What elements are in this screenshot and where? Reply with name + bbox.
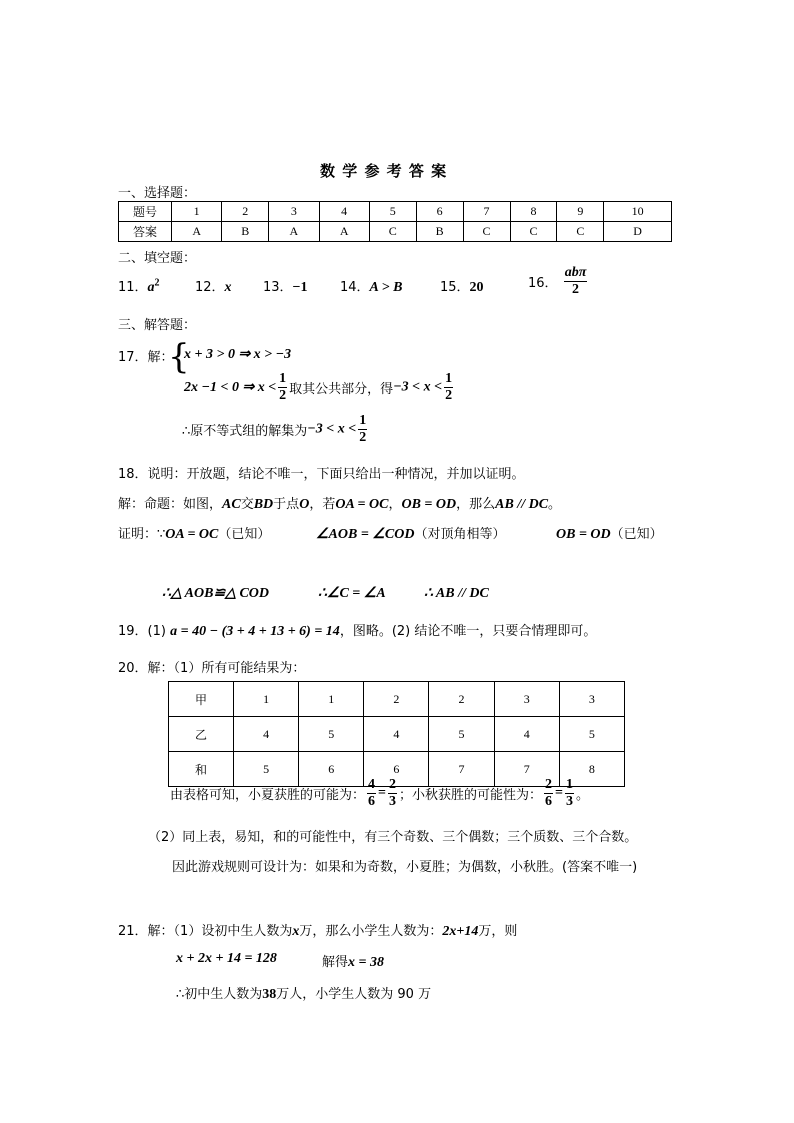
choice-answer-table (118, 201, 672, 242)
table-cell: 4 (364, 717, 429, 752)
fill-answers (118, 276, 160, 300)
q18-m: BD (253, 497, 274, 512)
a11: a (147, 280, 155, 295)
table-cell: 1 (172, 202, 222, 222)
q18-t: 。 (548, 497, 562, 512)
q19-math: a = 40 − (3 + 4 + 13 + 6) = 14 (170, 624, 340, 639)
q18-proposition (118, 493, 561, 513)
table-cell: 3 (494, 682, 559, 717)
q20-part2b: 因此游戏规则可设计为：如果和为奇数，小夏胜；为偶数，小秋胜。(答案不唯一) (172, 860, 638, 875)
table-cell: 5 (299, 717, 364, 752)
q17-line2-text: 取其公共部分，得 (289, 382, 394, 397)
q21-t2: 万，则 (478, 924, 518, 939)
frac-den: 3 (389, 794, 396, 809)
q17-concl-text: ∴原不等式组的解集为 (182, 424, 308, 439)
table-cell: 8 (510, 202, 557, 222)
a16-fraction (564, 266, 588, 297)
q21-concl-t1: ∴初中生人数为 (176, 987, 263, 1002)
table-cell: 3 (269, 202, 319, 222)
table-cell: 7 (429, 752, 494, 787)
table-row (119, 202, 672, 222)
frac-num: 4 (368, 777, 376, 792)
q16-label: 16． (528, 276, 558, 291)
q21-solve-text: 解得 (322, 955, 349, 970)
q15-label: 15． (440, 280, 470, 295)
table-cell: A (172, 222, 222, 242)
q17-line2-math: 2x −1 < 0 ⇒ x < (184, 380, 277, 395)
half-fraction (278, 372, 287, 403)
q21-concl-m: 38 (262, 987, 277, 1002)
fill-12 (195, 276, 232, 296)
q14-label: 14． (340, 280, 370, 295)
q18-proof (118, 523, 270, 543)
frac-den: 3 (566, 794, 573, 809)
q21-solve-math: x = 38 (348, 955, 384, 970)
q17-line1: x + 3 > 0 ⇒ x > −3 (184, 347, 292, 362)
page-title: 数 学 参 考 答 案 (320, 162, 448, 180)
q18-m: AC (222, 497, 241, 512)
q20-probability (170, 778, 589, 809)
q18-t: （已知） (610, 527, 663, 542)
q17-conclusion (182, 414, 369, 445)
fill-15 (440, 276, 484, 296)
table-cell: D (604, 222, 672, 242)
frac-num: 1 (566, 777, 573, 792)
q17-line2-math2: −3 < x < (393, 379, 443, 395)
q18-m: AB // DC (495, 497, 549, 512)
fraction (367, 778, 376, 809)
fraction (544, 778, 553, 809)
equals: = (378, 785, 386, 801)
q18-m: OB = OD (401, 497, 457, 512)
q20-p-end: 。 (576, 788, 590, 803)
table-row (169, 717, 625, 752)
table-cell: 6 (299, 752, 364, 787)
table-cell: 甲 (169, 682, 234, 717)
table-cell: 2 (429, 682, 494, 717)
section-choice-heading: 一、选择题： (118, 186, 197, 201)
table-row (169, 682, 625, 717)
table-cell: 7 (463, 202, 510, 222)
a11-exp: 2 (154, 277, 160, 289)
table-cell: 8 (559, 752, 624, 787)
q18-m: OB = OD (556, 527, 611, 542)
q18-t: （对顶角相等） (414, 527, 506, 542)
q18-m: OA = OC (165, 527, 219, 542)
section-solve-heading: 三、解答题： (118, 318, 197, 333)
q21-concl-t2: 万人，小学生人数为 90 万 (276, 987, 432, 1002)
q21-t1: 万，那么小学生人数为： (299, 924, 443, 939)
fraction (388, 778, 397, 809)
frac-num: 2 (545, 777, 553, 792)
table-cell: 6 (416, 202, 463, 222)
q18-proof-label: 证明：∵ (118, 527, 166, 542)
half-num: 1 (359, 413, 367, 428)
q18-t: ，若 (309, 497, 336, 512)
a15: 20 (469, 280, 484, 295)
q18-proof-2 (316, 523, 505, 543)
table-cell: 1 (299, 682, 364, 717)
table-cell: 5 (429, 717, 494, 752)
fraction (565, 778, 574, 809)
q18-t: 交 (240, 497, 254, 512)
q18-t: 于点 (273, 497, 300, 512)
q18-t: （已知） (218, 527, 271, 542)
q18-intro: 18．说明：开放题，结论不唯一，下面只给出一种情况，并加以证明。 (118, 467, 525, 482)
q17-concl-math: −3 < x < (307, 421, 357, 437)
q17-label: 17．解： (118, 350, 174, 365)
half-fraction (444, 372, 453, 403)
table-cell: 7 (494, 752, 559, 787)
q19-text: ，图略。(2) 结论不唯一，只要合情理即可。 (339, 624, 597, 639)
q18-m: O (299, 497, 310, 512)
half-den: 2 (445, 388, 453, 403)
table-cell: 和 (169, 752, 234, 787)
a14: A > B (369, 280, 403, 295)
q13-label: 13． (263, 280, 293, 295)
half-num: 1 (279, 371, 287, 386)
table-cell: A (319, 222, 369, 242)
outcome-table (168, 681, 625, 787)
table-cell: 题号 (119, 202, 172, 222)
a16-num: abπ (564, 265, 587, 280)
a13: −1 (292, 280, 308, 295)
q21-equation: x + 2x + 14 = 128 (176, 951, 277, 966)
section-fill-heading: 二、填空题： (118, 251, 197, 266)
table-cell: A (269, 222, 319, 242)
table-cell: 4 (319, 202, 369, 222)
frac-den: 6 (545, 794, 553, 809)
q20-p1-text: 由表格可知，小夏获胜的可能为： (170, 788, 366, 803)
table-cell: 10 (604, 202, 672, 222)
table-cell: 5 (234, 752, 299, 787)
table-cell: 5 (369, 202, 416, 222)
table-cell: B (222, 222, 269, 242)
table-cell: B (416, 222, 463, 242)
table-cell: C (557, 222, 604, 242)
system-brace: { (168, 337, 190, 377)
table-cell: 3 (559, 682, 624, 717)
table-cell: 2 (364, 682, 429, 717)
q18-conclusion-2: ∴∠C = ∠A (318, 586, 386, 601)
table-cell: 6 (364, 752, 429, 787)
half-den: 2 (279, 388, 287, 403)
table-cell: C (510, 222, 557, 242)
table-cell: 4 (494, 717, 559, 752)
q20-part2: （2）同上表，易知，和的可能性中，有三个奇数、三个偶数；三个质数、三个合数。 (148, 830, 638, 845)
q21-solve (322, 951, 384, 971)
table-cell: 4 (234, 717, 299, 752)
q20-p2-text: ；小秋获胜的可能性为： (399, 788, 543, 803)
q17-line2 (184, 372, 455, 403)
fill-13 (263, 276, 308, 296)
q18-m: ∠AOB = ∠COD (316, 527, 415, 542)
fill-16 (528, 266, 589, 297)
table-cell: C (463, 222, 510, 242)
table-cell: 5 (559, 717, 624, 752)
q19 (118, 620, 596, 640)
q21-intro (118, 920, 517, 940)
q18-conclusion-1: ∴△ AOB≌△ COD (162, 586, 269, 601)
table-row (119, 222, 672, 242)
frac-num: 2 (389, 777, 396, 792)
equals: = (555, 785, 563, 801)
table-cell: 2 (222, 202, 269, 222)
table-cell: 1 (234, 682, 299, 717)
half-fraction (358, 414, 367, 445)
table-cell: 9 (557, 202, 604, 222)
q21-m1: x (292, 924, 300, 939)
q12-label: 12． (195, 280, 225, 295)
frac-den: 6 (368, 794, 376, 809)
table-cell: 乙 (169, 717, 234, 752)
table-cell: 答案 (119, 222, 172, 242)
q21-m2: 2x+14 (442, 924, 479, 939)
q18-t: ， (388, 497, 402, 512)
half-den: 2 (359, 430, 367, 445)
q21-conclusion (176, 983, 431, 1003)
q18-proof-3 (556, 523, 663, 543)
a16-den: 2 (572, 282, 580, 297)
q21-label: 21．解：（1）设初中生人数为 (118, 924, 293, 939)
fill-14 (340, 276, 402, 296)
half-num: 1 (445, 371, 453, 386)
q19-label: 19．(1) (118, 624, 166, 639)
q11-label: 11． (118, 280, 148, 295)
a12: x (224, 280, 232, 295)
q20-label: 20．解：（1）所有可能结果为： (118, 661, 306, 676)
table-cell: C (369, 222, 416, 242)
q18-prop-label: 解：命题：如图， (118, 497, 223, 512)
q18-t: ，那么 (456, 497, 496, 512)
q18-conclusion-3: ∴ AB // DC (424, 586, 489, 601)
q18-m: OA = OC (335, 497, 389, 512)
